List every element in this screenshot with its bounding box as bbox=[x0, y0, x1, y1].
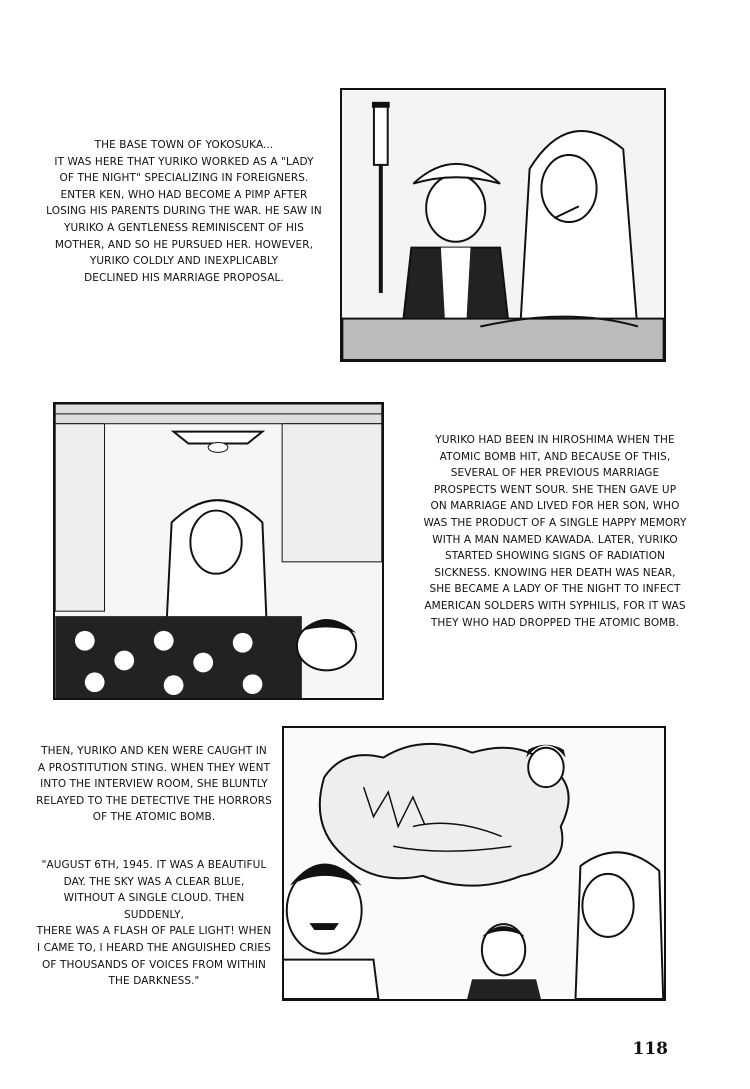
caption-august-6th: "AUGUST 6TH, 1945. IT WAS A BEAUTIFUL DAY. THE SKY WAS A CLEAR BLUE, WITHOUT A SINGLE CLOUD. THEN SUDDENLY, THERE WAS A FLASH OF PALE LIGHT! WHEN I CAME TO, I HEARD THE ANGUISHED CRIES OF THOUSANDS OF VOICES FROM WITHIN THE DARKNESS." bbox=[36, 859, 272, 988]
caption-yokosuka: THE BASE TOWN OF YOKOSUKA... IT WAS HERE THAT YURIKO WORKED AS A "LADY OF THE NIGHT" SPECIALIZING IN FOREIGNERS. ENTER KEN, WHO HAD BECOME A PIMP AFTER LOSING HIS PARENTS DURING THE WAR. HE SAW IN YURIKO A GENTLENESS REMINISCENT OF HIS MOTHER, AND SO HE PURSUED HER. HOWEVER, YURIKO COLDLY AND INEXPLICABLY DECLINED HIS MARRIAGE PROPOSAL. bbox=[46, 139, 322, 284]
bedroom-scene-art bbox=[55, 404, 382, 698]
panel-bedroom-scene bbox=[53, 402, 384, 700]
panel-interview-scene bbox=[282, 726, 666, 1001]
interview-scene-art bbox=[284, 728, 664, 999]
caption-hiroshima: YURIKO HAD BEEN IN HIROSHIMA WHEN THE ATOMIC BOMB HIT, AND BECAUSE OF THIS, SEVERAL OF HER PREVIOUS MARRIAGE PROSPECTS WENT SOUR. SHE THEN GAVE UP ON MARRIAGE AND LIVED FOR HER SON, WHO WAS THE PRODUCT OF A SINGLE HAPPY MEMORY WITH A MAN NAMED KAWADA. LATER, YURIKO STARTED SHOWING SIGNS OF RADIATION SICKNESS. KNOWING HER DEATH WAS NEAR, SHE BECAME A LADY OF THE NIGHT TO INFECT AMERICAN SOLDERS WITH SYPHILIS, FOR IT WAS THEY WHO HAD DROPPED THE ATOMIC BOMB. bbox=[423, 434, 687, 629]
street-scene-art bbox=[342, 90, 664, 360]
panel-street-scene bbox=[340, 88, 666, 362]
caption-sting: THEN, YURIKO AND KEN WERE CAUGHT IN A PROSTITUTION STING. WHEN THEY WENT INTO THE INTERVIEW ROOM, SHE BLUNTLY RELAYED TO THE DETECTIVE THE HORRORS OF THE ATOMIC BOMB. bbox=[36, 745, 272, 824]
page-number: 118 bbox=[632, 1039, 668, 1059]
